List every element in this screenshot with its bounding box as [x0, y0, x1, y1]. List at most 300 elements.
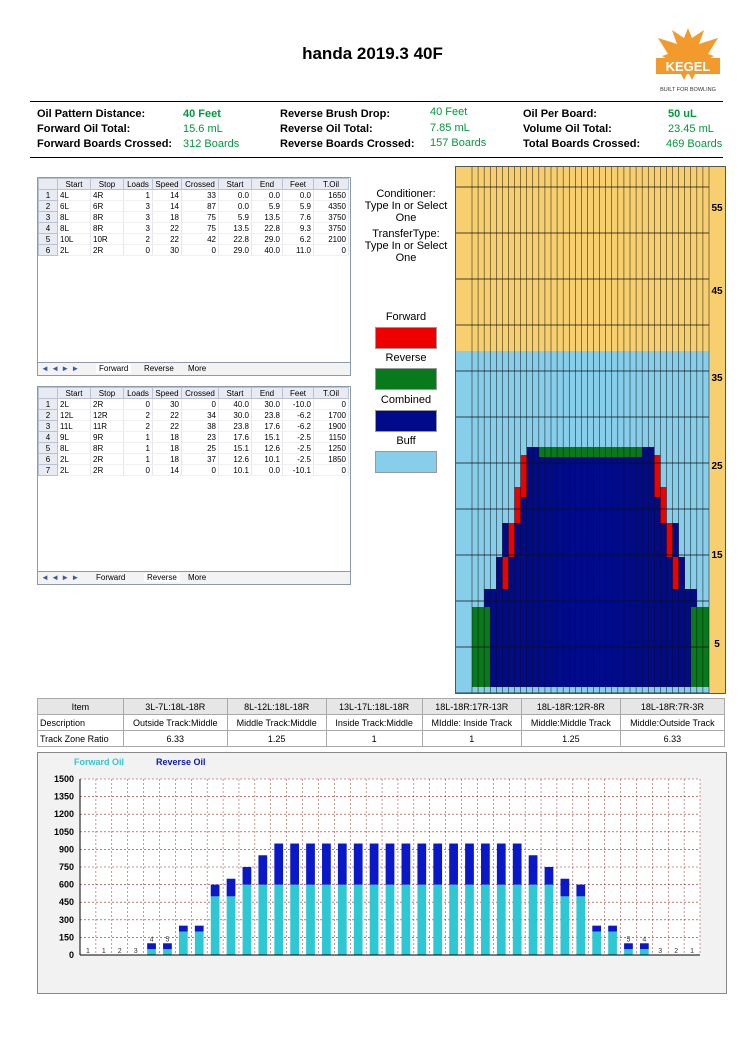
grid-cell[interactable]: 10.1: [219, 465, 252, 476]
bar-forward-oil: [322, 885, 331, 955]
table-row[interactable]: [39, 190, 349, 201]
bar-forward-oil: [338, 885, 347, 955]
bar-forward-oil: [147, 949, 156, 955]
grid-header-start: Start: [58, 179, 91, 190]
tab-more[interactable]: More: [188, 364, 207, 373]
grid-cell[interactable]: -10.1: [283, 465, 314, 476]
grid-cell[interactable]: 3: [124, 201, 153, 212]
grid-header-speed: Speed: [153, 179, 182, 190]
tab-reverse[interactable]: Reverse: [144, 364, 174, 373]
bar-reverse-oil: [258, 855, 267, 884]
legend-forward-oil: Forward Oil: [74, 757, 125, 767]
bar-forward-oil: [258, 885, 267, 955]
grid-header-feet: Feet: [283, 179, 314, 190]
zone-ratio-cell: 1: [326, 731, 422, 747]
bar-forward-oil: [497, 885, 506, 955]
reverse-grid-tabs: [38, 571, 350, 584]
grid-cell[interactable]: 17.6: [219, 432, 252, 443]
bar-forward-oil: [179, 932, 188, 955]
bar-reverse-oil: [163, 943, 172, 949]
bar-forward-oil: [354, 885, 363, 955]
grid-cell[interactable]: 0: [314, 465, 349, 476]
grid-cell[interactable]: 22: [153, 223, 182, 234]
grid-header-end: End: [252, 179, 283, 190]
lane-forward-step: [660, 487, 666, 523]
grid-cell[interactable]: 2: [124, 234, 153, 245]
tab-reverse[interactable]: Reverse: [144, 573, 180, 582]
grid-cell[interactable]: -2.5: [283, 443, 314, 454]
legend-forward-label: Forward: [385, 311, 427, 323]
grid-cell[interactable]: 34: [182, 410, 219, 421]
grid-cell[interactable]: 8L: [58, 443, 91, 454]
reverse-grid-table: [38, 387, 349, 476]
volume-oil-total-label: Volume Oil Total:: [523, 123, 612, 135]
bar-forward-oil: [211, 896, 220, 955]
lane-forward-step: [673, 557, 679, 589]
grid-cell[interactable]: 2L: [58, 399, 91, 410]
grid-cell[interactable]: 0: [314, 245, 349, 256]
grid-cell[interactable]: 0: [124, 399, 153, 410]
row-number: 4: [39, 432, 58, 443]
grid-cell[interactable]: 11L: [58, 421, 91, 432]
logo-tagline: BUILT FOR BOWLING: [660, 87, 716, 93]
reverse-boards-crossed-label: Reverse Boards Crossed:: [280, 138, 415, 150]
grid-cell[interactable]: 8R: [91, 212, 124, 223]
grid-cell[interactable]: 22: [153, 410, 182, 421]
zone-ratio-cell: 1.25: [227, 731, 326, 747]
grid-cell[interactable]: 1650: [314, 190, 349, 201]
zone-ratio-cell: 6.33: [123, 731, 227, 747]
grid-cell[interactable]: 1850: [314, 454, 349, 465]
row-number: 3: [39, 421, 58, 432]
bar-forward-oil: [227, 896, 236, 955]
bar-reverse-oil: [338, 844, 347, 885]
bar-forward-oil: [274, 885, 283, 955]
bar-reverse-oil: [576, 885, 585, 897]
grid-cell[interactable]: 30: [153, 399, 182, 410]
grid-cell[interactable]: 30.0: [252, 399, 283, 410]
grid-cell[interactable]: 0: [182, 245, 219, 256]
grid-cell[interactable]: 6R: [91, 201, 124, 212]
grid-cell[interactable]: 1700: [314, 410, 349, 421]
row-number: 6: [39, 245, 58, 256]
row-number: 1: [39, 190, 58, 201]
bar-reverse-oil: [370, 844, 379, 885]
grid-cell[interactable]: 30: [153, 245, 182, 256]
grid-cell[interactable]: 12.6: [219, 454, 252, 465]
tab-forward[interactable]: Forward: [96, 364, 131, 373]
total-boards-crossed-label: Total Boards Crossed:: [523, 138, 641, 150]
row-number: 2: [39, 410, 58, 421]
grid-cell[interactable]: 18: [153, 454, 182, 465]
grid-cell[interactable]: 29.0: [252, 234, 283, 245]
table-row[interactable]: [39, 245, 349, 256]
table-row[interactable]: [39, 399, 349, 410]
conditioner-value-2: One: [395, 212, 417, 224]
bar-label: 4: [642, 936, 647, 944]
forward-grid-table: [38, 178, 349, 256]
bar-reverse-oil: [211, 885, 220, 897]
zone-header-cell: 18L-18R:17R-13R: [422, 699, 521, 715]
bar-reverse-oil: [306, 844, 315, 885]
grid-cell[interactable]: -2.5: [283, 454, 314, 465]
volume-oil-total-value: 23.45 mL: [668, 123, 714, 135]
grid-cell[interactable]: 2L: [58, 465, 91, 476]
bar-reverse-oil: [497, 844, 506, 885]
grid-cell[interactable]: 8R: [91, 223, 124, 234]
grid-cell[interactable]: 17.6: [252, 421, 283, 432]
grid-cell[interactable]: 75: [182, 223, 219, 234]
grid-cell[interactable]: 3750: [314, 212, 349, 223]
transfer-value[interactable]: Type In or Select: [364, 240, 448, 252]
grid-cell[interactable]: 12.6: [252, 443, 283, 454]
table-row[interactable]: [39, 432, 349, 443]
grid-cell[interactable]: 37: [182, 454, 219, 465]
row-number: 2: [39, 201, 58, 212]
grid-cell[interactable]: 23: [182, 432, 219, 443]
lane-combined-core: [539, 447, 642, 687]
legend-forward-swatch: [375, 327, 437, 349]
zone-header-cell: Item: [38, 699, 124, 715]
grid-header-start: Start: [58, 388, 91, 399]
bar-label: 2: [117, 948, 122, 955]
bar-forward-oil: [243, 885, 252, 955]
reverse-oil-total-label: Reverse Oil Total:: [280, 123, 373, 135]
bar-forward-oil: [592, 932, 601, 955]
lane-forward-step: [515, 487, 521, 523]
bar-forward-oil: [513, 885, 522, 955]
tab-forward[interactable]: Forward: [96, 573, 126, 582]
divider-top: [30, 101, 723, 102]
zone-description-cell: Middle:Outside Track: [620, 715, 724, 731]
distance-label: 25: [711, 461, 723, 472]
grid-cell[interactable]: 23.8: [252, 410, 283, 421]
forward-oil-total-label: Forward Oil Total:: [37, 123, 131, 135]
page-title: handa 2019.3 40F: [302, 44, 443, 63]
grid-cell[interactable]: 18: [153, 432, 182, 443]
table-row[interactable]: [39, 465, 349, 476]
bar-reverse-oil: [608, 926, 617, 932]
bar-reverse-oil: [322, 844, 331, 885]
kegel-logo: [652, 24, 724, 96]
forward-grid-tabs: [38, 362, 350, 375]
grid-cell[interactable]: 30.0: [219, 410, 252, 421]
lane-forward-step: [666, 523, 672, 557]
grid-cell[interactable]: -6.2: [283, 421, 314, 432]
grid-cell[interactable]: -2.5: [283, 432, 314, 443]
bar-forward-oil: [481, 885, 490, 955]
grid-cell[interactable]: 0: [314, 399, 349, 410]
grid-header-crossed: Crossed: [182, 179, 219, 190]
bar-forward-oil: [306, 885, 315, 955]
grid-cell[interactable]: 22.8: [252, 223, 283, 234]
grid-header-loads: Loads: [124, 179, 153, 190]
grid-cell[interactable]: 8L: [58, 223, 91, 234]
table-row[interactable]: [39, 201, 349, 212]
grid-cell[interactable]: 14: [153, 190, 182, 201]
grid-header-toil: T.Oil: [314, 388, 349, 399]
grid-cell[interactable]: 1250: [314, 443, 349, 454]
forward-grid[interactable]: [37, 177, 351, 376]
grid-cell[interactable]: 5.9: [252, 201, 283, 212]
grid-header-stop: Stop: [91, 388, 124, 399]
grid-cell[interactable]: 11.0: [283, 245, 314, 256]
bar-reverse-oil: [290, 844, 299, 885]
reverse-brush-drop-value: 40 Feet: [430, 106, 468, 118]
zone-header-cell: 3L-7L:18L-18R: [123, 699, 227, 715]
legend-combined-label: Combined: [380, 394, 432, 406]
grid-cell[interactable]: 9.3: [283, 223, 314, 234]
forward-boards-crossed-label: Forward Boards Crossed:: [37, 138, 173, 150]
grid-cell[interactable]: 2: [124, 410, 153, 421]
grid-cell[interactable]: 1: [124, 443, 153, 454]
grid-cell[interactable]: 2100: [314, 234, 349, 245]
grid-cell[interactable]: 4L: [58, 190, 91, 201]
bar-reverse-oil: [640, 943, 649, 949]
grid-header-end: End: [252, 388, 283, 399]
lane-forward-step: [654, 455, 660, 497]
table-row[interactable]: [39, 443, 349, 454]
bar-label: 1: [101, 948, 106, 955]
bar-reverse-oil: [592, 926, 601, 932]
bar-reverse-oil: [465, 844, 474, 885]
grid-cell[interactable]: 22.8: [219, 234, 252, 245]
grid-cell[interactable]: 18: [153, 443, 182, 454]
table-row[interactable]: [39, 223, 349, 234]
grid-cell[interactable]: 0.0: [283, 190, 314, 201]
grid-cell[interactable]: 1: [124, 432, 153, 443]
grid-cell[interactable]: 14: [153, 465, 182, 476]
grid-cell[interactable]: 23.8: [219, 421, 252, 432]
bar-reverse-oil: [417, 844, 426, 885]
conditioner-info: [356, 188, 456, 264]
grid-cell[interactable]: 4350: [314, 201, 349, 212]
bar-label: 5: [165, 936, 170, 944]
grid-cell[interactable]: 1: [124, 454, 153, 465]
grid-cell[interactable]: 5.9: [283, 201, 314, 212]
bar-forward-oil: [545, 885, 554, 955]
lane-reverse-top: [539, 447, 642, 457]
grid-cell[interactable]: 0.0: [219, 201, 252, 212]
grid-cell[interactable]: 2R: [91, 465, 124, 476]
grid-cell[interactable]: 10.1: [252, 454, 283, 465]
row-number: 4: [39, 223, 58, 234]
grid-cell[interactable]: 75: [182, 212, 219, 223]
bar-reverse-oil: [481, 844, 490, 885]
grid-cell[interactable]: 2R: [91, 245, 124, 256]
grid-cell[interactable]: 87: [182, 201, 219, 212]
bar-reverse-oil: [529, 855, 538, 884]
grid-cell[interactable]: 10L: [58, 234, 91, 245]
bar-forward-oil: [640, 949, 649, 955]
grid-cell[interactable]: 40.0: [252, 245, 283, 256]
bar-reverse-oil: [179, 926, 188, 932]
grid-cell[interactable]: 33: [182, 190, 219, 201]
grid-cell[interactable]: 2L: [58, 245, 91, 256]
zone-header-cell: 8L-12L:18L-18R: [227, 699, 326, 715]
grid-cell[interactable]: 5.9: [219, 212, 252, 223]
reverse-brush-drop-label: Reverse Brush Drop:: [280, 108, 391, 120]
oil-per-board-value: 50 uL: [668, 108, 697, 120]
lane-oil-graph: [455, 166, 726, 694]
grid-cell[interactable]: 14: [153, 201, 182, 212]
zone-header-cell: 18L-18R:12R-8R: [522, 699, 621, 715]
grid-cell[interactable]: 0: [124, 245, 153, 256]
distance-label: 45: [711, 286, 723, 297]
grid-cell[interactable]: 13.5: [219, 223, 252, 234]
grid-cell[interactable]: 0.0: [252, 465, 283, 476]
oil-per-board-label: Oil Per Board:: [523, 108, 597, 120]
reverse-grid[interactable]: [37, 386, 351, 585]
bar-forward-oil: [576, 896, 585, 955]
table-row[interactable]: [39, 234, 349, 245]
zone-header-cell: 13L-17L:18L-18R: [326, 699, 422, 715]
grid-cell[interactable]: 0: [182, 399, 219, 410]
lane-forward-step: [521, 455, 527, 497]
row-number: 6: [39, 454, 58, 465]
grid-cell[interactable]: 42: [182, 234, 219, 245]
forward-boards-crossed-value: 312 Boards: [183, 138, 240, 150]
forward-oil-total-value: 15.6 mL: [183, 123, 223, 135]
grid-cell[interactable]: 25: [182, 443, 219, 454]
grid-cell[interactable]: 0: [124, 465, 153, 476]
y-tick-label: 600: [58, 879, 74, 890]
bar-reverse-oil: [624, 943, 633, 949]
bar-reverse-oil: [561, 879, 570, 897]
grid-cell[interactable]: 4R: [91, 190, 124, 201]
grid-cell[interactable]: 1900: [314, 421, 349, 432]
grid-cell[interactable]: 38: [182, 421, 219, 432]
grid-cell[interactable]: 18: [153, 212, 182, 223]
grid-cell[interactable]: 11R: [91, 421, 124, 432]
tab-more[interactable]: More: [188, 573, 207, 582]
grid-cell[interactable]: 8R: [91, 443, 124, 454]
bar-forward-oil: [386, 885, 395, 955]
grid-header-loads: Loads: [124, 388, 153, 399]
reverse-boards-crossed-value: 157 Boards: [430, 137, 487, 149]
track-zone-table: [37, 698, 725, 747]
bar-forward-oil: [624, 949, 633, 955]
y-tick-label: 900: [58, 844, 74, 855]
grid-cell[interactable]: -6.2: [283, 410, 314, 421]
grid-nav-arrows[interactable]: ◄ ◄ ► ►: [41, 573, 80, 582]
zone-description-cell: Inside Track:Middle: [326, 715, 422, 731]
grid-cell[interactable]: 12L: [58, 410, 91, 421]
grid-corner: [39, 388, 58, 399]
grid-header-toil: T.Oil: [314, 179, 349, 190]
grid-cell[interactable]: 29.0: [219, 245, 252, 256]
grid-cell[interactable]: 0.0: [219, 190, 252, 201]
grid-cell[interactable]: 3: [124, 223, 153, 234]
grid-cell[interactable]: 2L: [58, 454, 91, 465]
grid-cell[interactable]: 22: [153, 234, 182, 245]
grid-cell[interactable]: 13.5: [252, 212, 283, 223]
bar-forward-oil: [608, 932, 617, 955]
grid-cell[interactable]: 12R: [91, 410, 124, 421]
grid-cell[interactable]: 15.1: [219, 443, 252, 454]
grid-cell[interactable]: 0.0: [252, 190, 283, 201]
grid-nav-arrows[interactable]: ◄ ◄ ► ►: [41, 364, 80, 373]
distance-label: 15: [711, 550, 723, 561]
bar-label: 2: [674, 948, 679, 955]
grid-cell[interactable]: 7.6: [283, 212, 314, 223]
bar-reverse-oil: [243, 867, 252, 885]
y-tick-label: 1500: [53, 774, 74, 784]
grid-cell[interactable]: 3: [124, 212, 153, 223]
grid-cell[interactable]: 15.1: [252, 432, 283, 443]
grid-cell[interactable]: 2R: [91, 454, 124, 465]
bar-label: 1: [690, 948, 695, 955]
oil-pattern-distance-label: Oil Pattern Distance:: [37, 108, 146, 120]
y-tick-label: 150: [58, 932, 74, 943]
total-boards-crossed-value: 469 Boards: [666, 138, 723, 150]
grid-cell[interactable]: 1: [124, 190, 153, 201]
grid-cell[interactable]: 6.2: [283, 234, 314, 245]
conditioner-value[interactable]: Type In or Select: [364, 200, 448, 212]
grid-header-start: Start: [219, 388, 252, 399]
grid-cell[interactable]: 0: [182, 465, 219, 476]
bar-forward-oil: [465, 885, 474, 955]
bar-reverse-oil: [147, 943, 156, 949]
grid-cell[interactable]: 8L: [58, 212, 91, 223]
bar-forward-oil: [561, 896, 570, 955]
conditioner-label: Conditioner:: [376, 188, 436, 200]
table-row[interactable]: [39, 421, 349, 432]
grid-cell[interactable]: 2R: [91, 399, 124, 410]
bar-reverse-oil: [433, 844, 442, 885]
zone-description-cell: Middle Track:Middle: [227, 715, 326, 731]
oil-distribution-chart: [37, 752, 727, 994]
bar-reverse-oil: [274, 844, 283, 885]
grid-header-start: Start: [219, 179, 252, 190]
legend-reverse-swatch: [375, 368, 437, 390]
grid-cell[interactable]: -10.0: [283, 399, 314, 410]
distance-label: 35: [711, 373, 723, 384]
distance-label: 55: [711, 203, 723, 214]
row-number: 5: [39, 234, 58, 245]
grid-cell[interactable]: 9L: [58, 432, 91, 443]
grid-cell[interactable]: 1150: [314, 432, 349, 443]
grid-cell[interactable]: 3750: [314, 223, 349, 234]
row-number: 5: [39, 443, 58, 454]
bar-label: 3: [133, 948, 138, 955]
bar-reverse-oil: [449, 844, 458, 885]
grid-cell[interactable]: 40.0: [219, 399, 252, 410]
y-tick-label: 0: [68, 950, 74, 960]
bar-forward-oil: [433, 885, 442, 955]
zone-ratio-cell: 1: [422, 731, 521, 747]
bar-forward-oil: [417, 885, 426, 955]
bar-reverse-oil: [227, 879, 236, 897]
grid-header-speed: Speed: [153, 388, 182, 399]
table-row[interactable]: [39, 410, 349, 421]
transfer-label: TransferType:: [372, 228, 440, 240]
table-row[interactable]: [39, 212, 349, 223]
legend-combined-swatch: [375, 410, 437, 432]
grid-cell[interactable]: 10R: [91, 234, 124, 245]
grid-header-stop: Stop: [91, 179, 124, 190]
y-tick-label: 1350: [53, 791, 74, 802]
legend-buff-swatch: [375, 451, 437, 473]
grid-cell[interactable]: 9R: [91, 432, 124, 443]
grid-cell[interactable]: 22: [153, 421, 182, 432]
transfer-value-2: One: [395, 252, 417, 264]
lane-forward-step: [508, 523, 514, 557]
grid-cell[interactable]: 6L: [58, 201, 91, 212]
zone-description-cell: Outside Track:Middle: [123, 715, 227, 731]
grid-cell[interactable]: 2: [124, 421, 153, 432]
table-row[interactable]: [39, 454, 349, 465]
